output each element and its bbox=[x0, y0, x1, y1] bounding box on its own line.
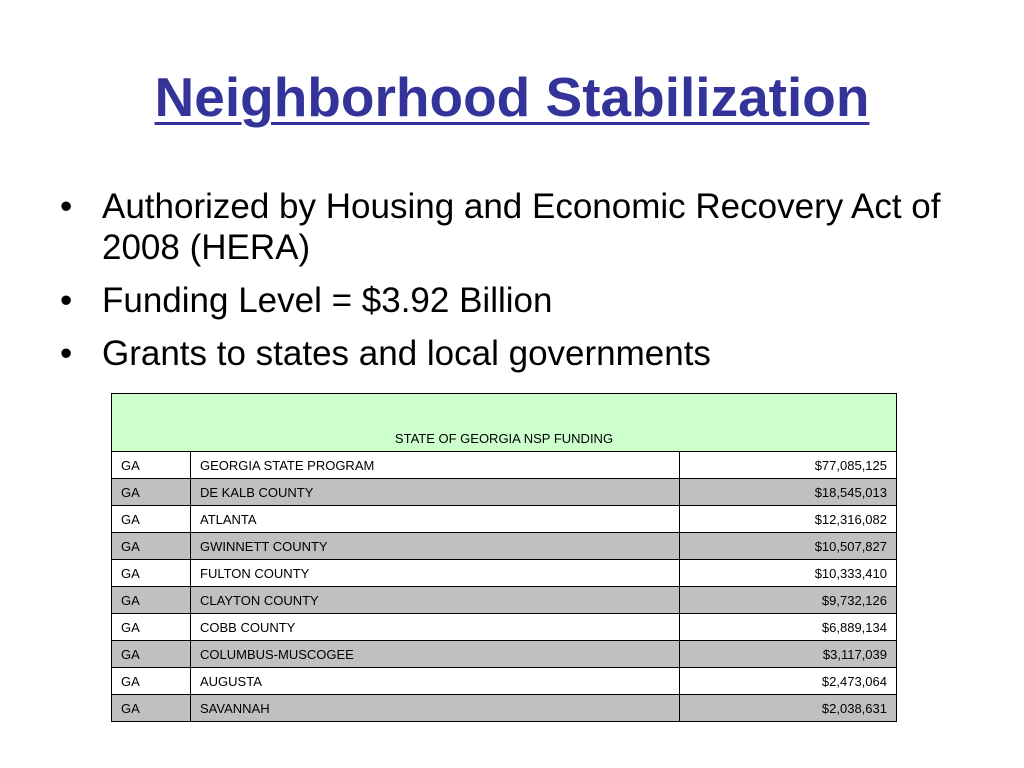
bullet-marker: • bbox=[60, 334, 73, 373]
name-cell: CLAYTON COUNTY bbox=[191, 587, 680, 614]
bullet-list bbox=[60, 186, 960, 386]
table-row bbox=[112, 614, 897, 641]
table-header-row bbox=[112, 394, 897, 452]
name-cell: AUGUSTA bbox=[191, 668, 680, 695]
bullet-marker: • bbox=[60, 187, 73, 226]
amount-cell: $77,085,125 bbox=[680, 452, 897, 479]
state-cell: GA bbox=[112, 587, 191, 614]
amount-cell: $6,889,134 bbox=[680, 614, 897, 641]
name-cell: SAVANNAH bbox=[191, 695, 680, 722]
state-cell: GA bbox=[112, 506, 191, 533]
name-cell: COLUMBUS-MUSCOGEE bbox=[191, 641, 680, 668]
amount-cell: $2,473,064 bbox=[680, 668, 897, 695]
name-cell: FULTON COUNTY bbox=[191, 560, 680, 587]
bullet-text: Funding Level = $3.92 Billion bbox=[102, 281, 553, 320]
table-row bbox=[112, 560, 897, 587]
table-row bbox=[112, 587, 897, 614]
table-row bbox=[112, 695, 897, 722]
state-cell: GA bbox=[112, 695, 191, 722]
state-cell: GA bbox=[112, 479, 191, 506]
amount-cell: $18,545,013 bbox=[680, 479, 897, 506]
table-row bbox=[112, 668, 897, 695]
table-row bbox=[112, 506, 897, 533]
table-row bbox=[112, 533, 897, 560]
name-cell: GWINNETT COUNTY bbox=[191, 533, 680, 560]
bullet-item bbox=[60, 186, 960, 268]
bullet-item bbox=[60, 280, 960, 321]
name-cell: DE KALB COUNTY bbox=[191, 479, 680, 506]
state-cell: GA bbox=[112, 533, 191, 560]
state-cell: GA bbox=[112, 560, 191, 587]
state-cell: GA bbox=[112, 614, 191, 641]
table-row bbox=[112, 452, 897, 479]
funding-table bbox=[111, 393, 897, 722]
state-cell: GA bbox=[112, 668, 191, 695]
bullet-marker: • bbox=[60, 281, 73, 320]
table-row bbox=[112, 479, 897, 506]
state-cell: GA bbox=[112, 641, 191, 668]
amount-cell: $2,038,631 bbox=[680, 695, 897, 722]
slide-title: Neighborhood Stabilization bbox=[154, 66, 870, 128]
name-cell: COBB COUNTY bbox=[191, 614, 680, 641]
table-row bbox=[112, 641, 897, 668]
amount-cell: $3,117,039 bbox=[680, 641, 897, 668]
table-header: STATE OF GEORGIA NSP FUNDING bbox=[112, 394, 897, 452]
amount-cell: $10,507,827 bbox=[680, 533, 897, 560]
amount-cell: $9,732,126 bbox=[680, 587, 897, 614]
name-cell: GEORGIA STATE PROGRAM bbox=[191, 452, 680, 479]
bullet-text: Authorized by Housing and Economic Recovery Act of 2008 (HERA) bbox=[102, 187, 941, 267]
bullet-text: Grants to states and local governments bbox=[102, 334, 711, 373]
state-cell: GA bbox=[112, 452, 191, 479]
name-cell: ATLANTA bbox=[191, 506, 680, 533]
amount-cell: $12,316,082 bbox=[680, 506, 897, 533]
bullet-item bbox=[60, 333, 960, 374]
amount-cell: $10,333,410 bbox=[680, 560, 897, 587]
